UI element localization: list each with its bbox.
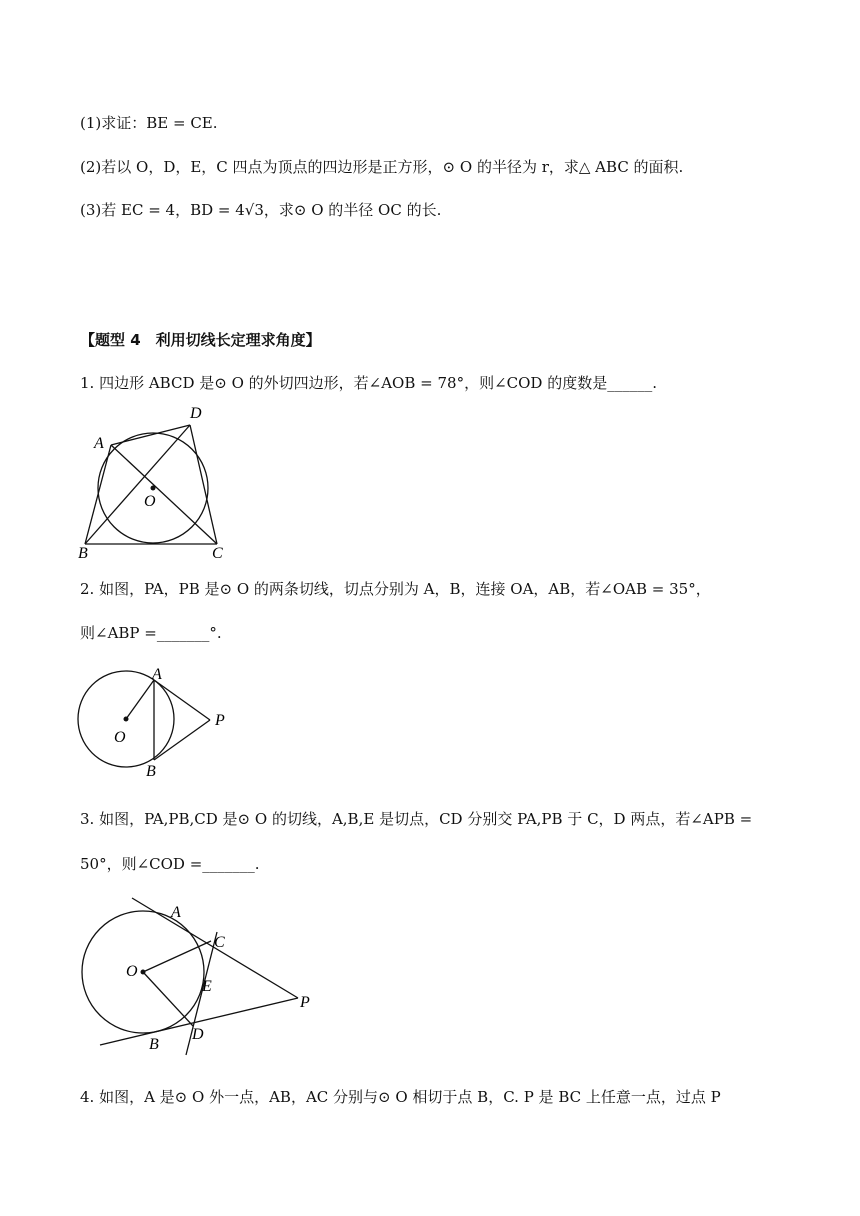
fig1-diagonal-ac [111,445,217,544]
fig1-side-dc [190,425,217,544]
fig3-center-dot [141,970,146,975]
problem-1-text: 1. 四边形 ABCD 是⊙ O 的外切四边形，若∠AOB = 78°，则∠COD 的度数是______. [80,374,657,392]
fig1-center-dot [151,486,156,491]
fig1-label-a: A [94,435,104,452]
fig2-label-p: P [215,712,225,729]
fig1-label-d: D [190,405,202,422]
fig2-center-dot [124,717,129,722]
fig2-label-o: O [114,729,126,746]
fig1-label-o: O [144,493,156,510]
fig2-tangent-pa [154,680,210,720]
fig3-label-o: O [126,963,138,980]
fig3-segment-od [143,972,193,1026]
fig3-label-c: C [214,934,225,951]
fig2-label-a: A [152,666,162,683]
problem-4-text: 4. 如图，A 是⊙ O 外一点，AB，AC 分别与⊙ O 相切于点 B，C. P 是 BC 上任意一点，过点 P [80,1088,721,1106]
fig3-label-b: B [149,1036,159,1053]
problem-3-text-line-1: 3. 如图，PA,PB,CD 是⊙ O 的切线，A,B,E 是切点，CD 分别交 PA,PB 于 C，D 两点，若∠APB = [80,810,753,828]
part-question-3: (3)若 EC = 4，BD = 4√3，求⊙ O 的半径 OC 的长. [80,201,442,219]
fig3-label-a: A [171,904,181,921]
fig1-label-b: B [78,545,88,562]
fig1-side-ad [111,425,190,445]
figure-3-three-tangents [72,895,332,1065]
section-title: 【题型 4 利用切线长定理求角度】 [80,331,321,349]
fig2-tangent-pb [154,720,210,760]
fig3-label-d: D [192,1026,204,1043]
fig3-segment-oc [143,941,211,972]
fig3-label-e: E [202,978,212,995]
problem-2-text-line-2: 则∠ABP =_______°. [80,624,222,642]
part-question-2: (2)若以 O，D，E，C 四点为顶点的四边形是正方形，⊙ O 的半径为 r，求△ ABC 的面积. [80,158,684,176]
figure-2-two-tangents [72,665,242,783]
problem-2-text-line-1: 2. 如图，PA，PB 是⊙ O 的两条切线，切点分别为 A，B，连接 OA，AB，若∠OAB = 35°， [80,580,711,598]
part-question-1: (1)求证：BE = CE. [80,114,218,132]
fig1-label-c: C [212,545,223,562]
fig2-label-b: B [146,763,156,780]
figure-1-circumscribed-quadrilateral [72,400,242,562]
problem-3-text-line-2: 50°，则∠COD =_______. [80,855,260,873]
fig2-radius-oa [126,680,154,719]
fig3-label-p: P [300,994,310,1011]
